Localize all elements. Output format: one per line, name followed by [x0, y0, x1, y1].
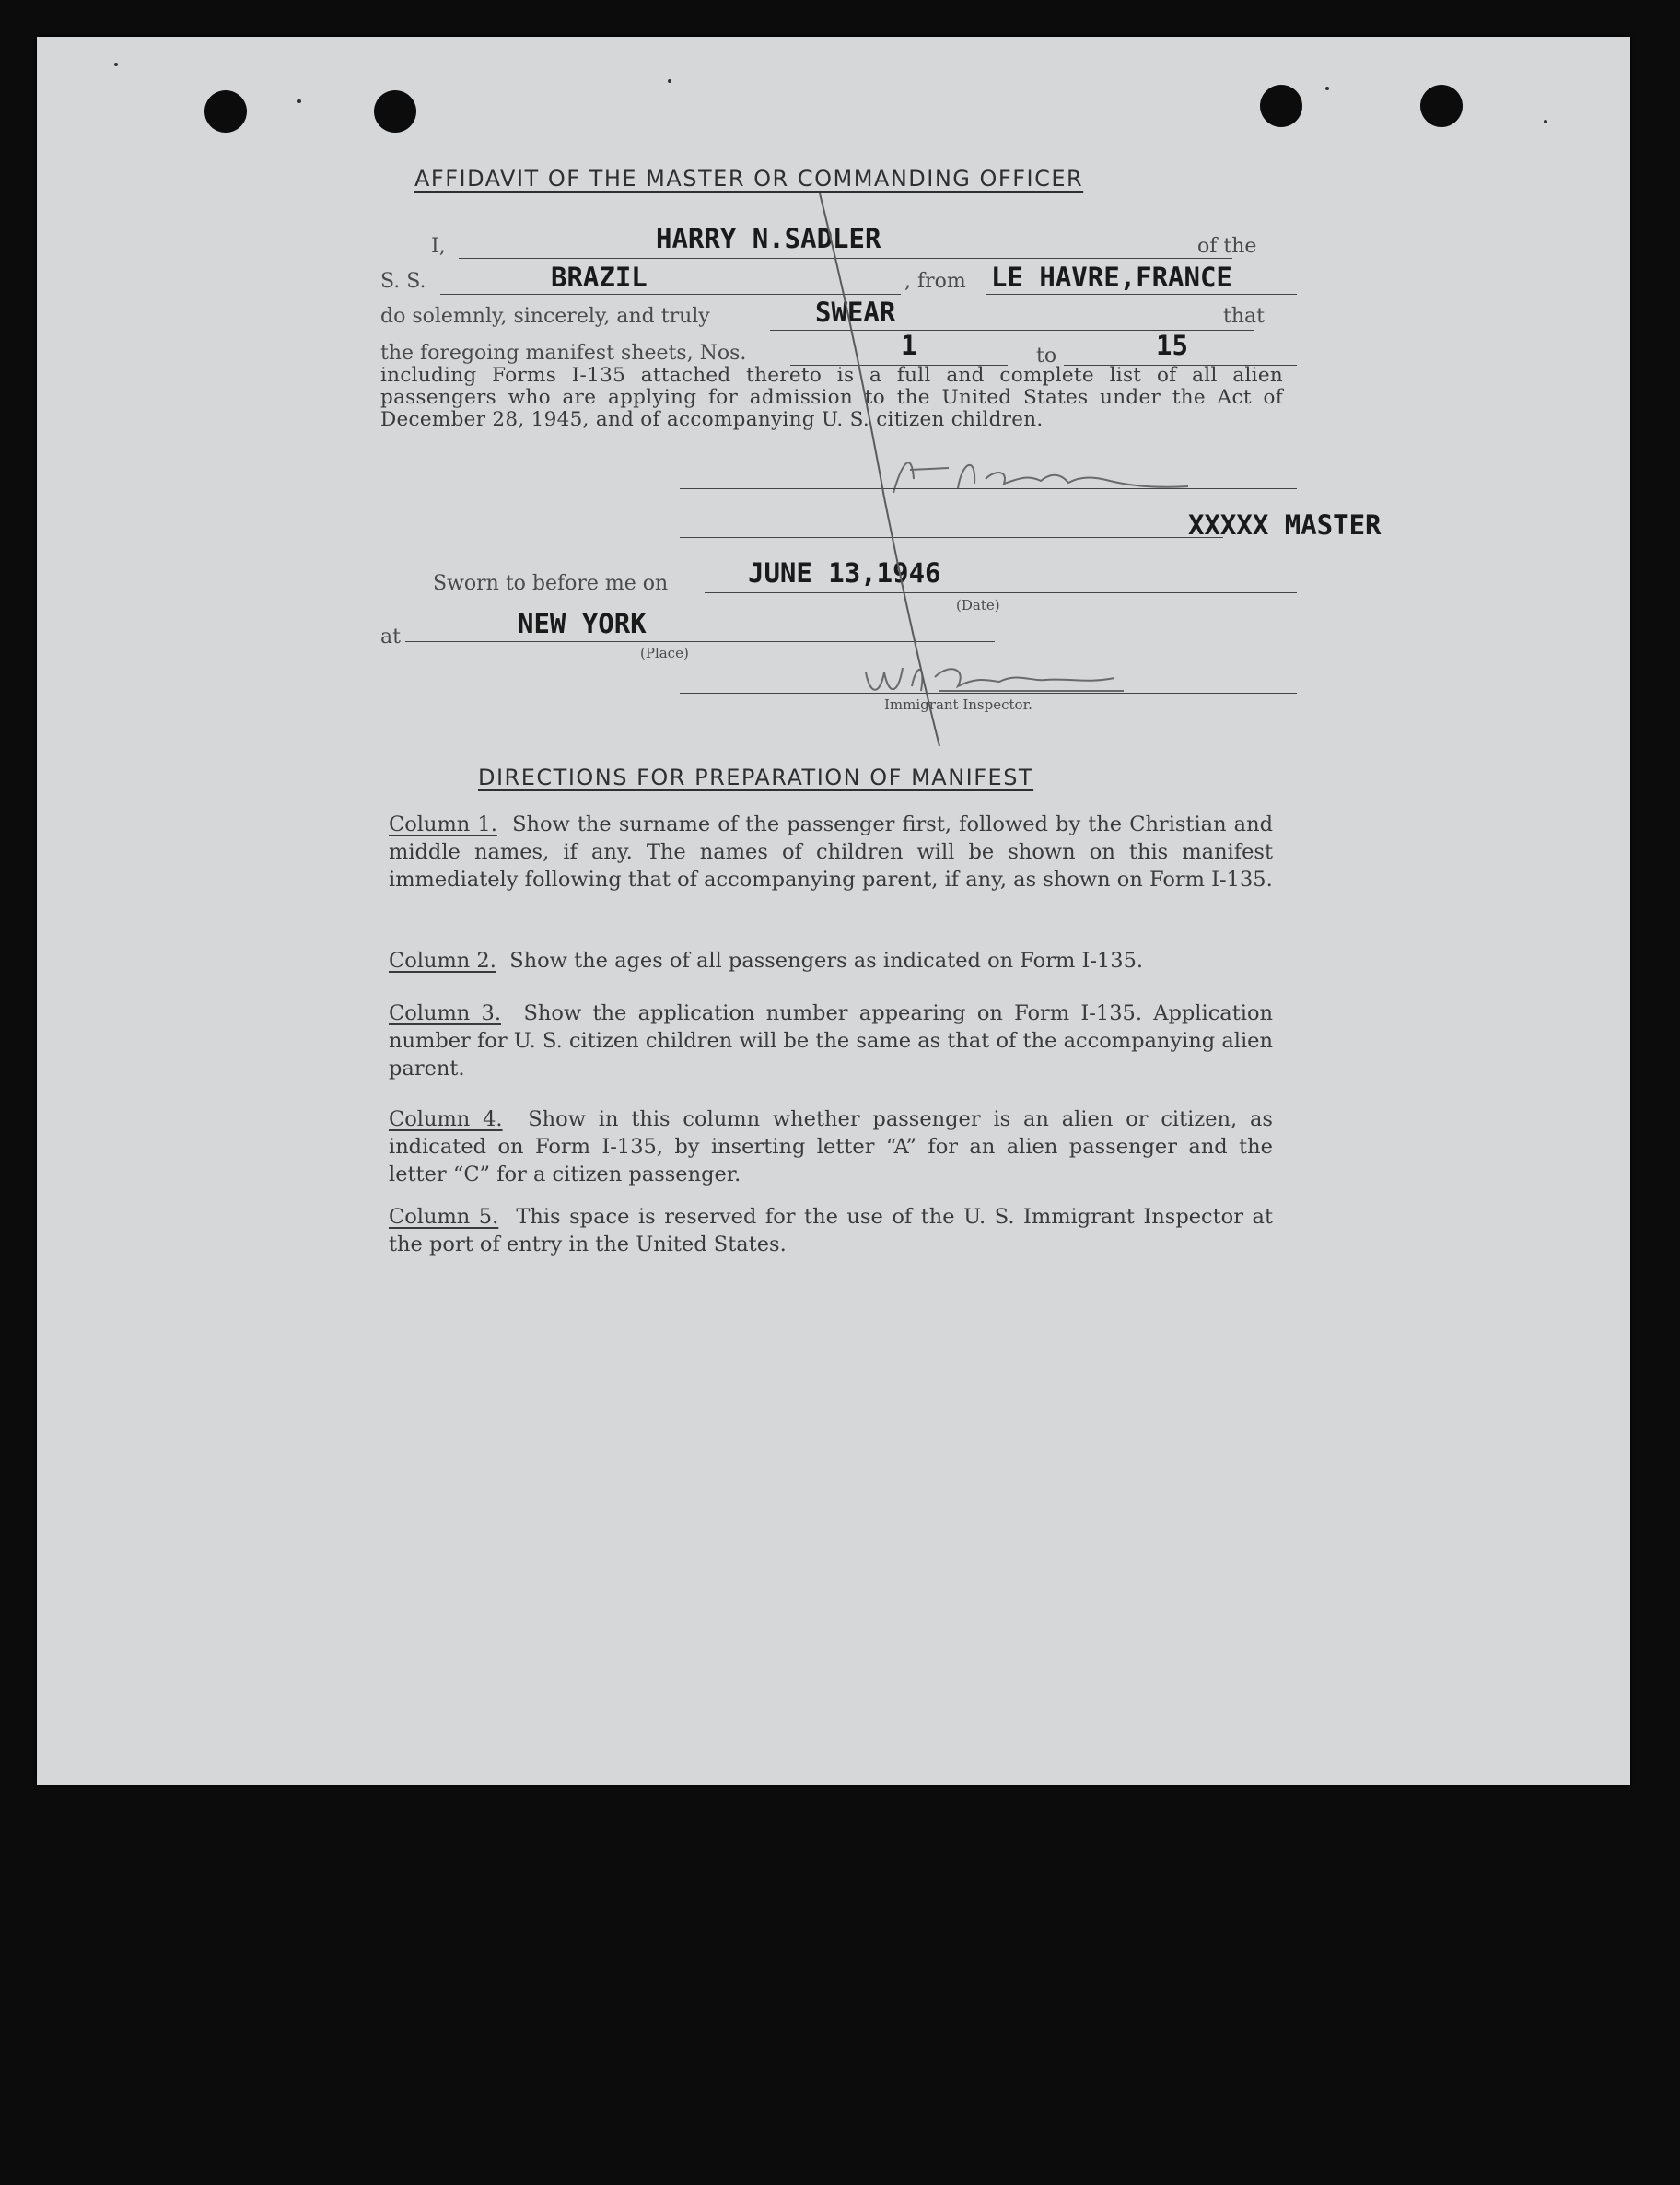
affidavit-body-text: including Forms I-135 attached thereto is a full and complete list of all alien passengers who are applying for admission to the United States under the Act of December 28, 1945, and of accompanying U. S. citizen children. [380, 364, 1283, 431]
date-line [705, 592, 1297, 593]
pen-stroke-mark [811, 193, 976, 755]
sheet-to-field: 15 [1156, 330, 1188, 361]
oath-field: SWEAR [815, 297, 896, 328]
column-1-text: Show the surname of the passenger first, followed by the Christian and middle names, if any. The names of children will be shown on this manifest immediately following that of accompanying parent, if any, as shown on Form I-135. [389, 812, 1273, 892]
column-1-paragraph [389, 811, 1273, 894]
document-page [37, 37, 1630, 1785]
from-label: , from [904, 270, 966, 293]
to-label: to [1036, 345, 1057, 368]
column-2-paragraph [389, 947, 1273, 975]
affidavit-title: AFFIDAVIT OF THE MASTER OR COMMANDING OFFICER [414, 166, 1084, 192]
punch-hole-2 [374, 90, 416, 133]
sworn-date-field: JUNE 13,1946 [748, 557, 941, 589]
master-signature-line [680, 488, 1297, 489]
sworn-label: Sworn to before me on [433, 572, 669, 595]
column-3-label: Column 3. [389, 1001, 501, 1025]
at-label: at [380, 625, 401, 648]
column-4-text: Show in this column whether passenger is an alien or citizen, as indicated on Form I-135, by inserting letter “A” for an alien passenger and the letter “C” for a citizen passenger. [389, 1107, 1273, 1186]
from-line [986, 294, 1297, 295]
directions-title: DIRECTIONS FOR PREPARATION OF MANIFEST [478, 765, 1034, 790]
dust-speck [1544, 120, 1547, 123]
dust-speck [114, 63, 118, 66]
master-title-field: XXXXX MASTER [1188, 509, 1382, 541]
column-2-text: Show the ages of all passengers as indicated on Form I-135. [509, 949, 1144, 973]
column-1-label: Column 1. [389, 812, 497, 836]
dust-speck [298, 99, 301, 103]
column-4-paragraph [389, 1105, 1273, 1188]
column-3-text: Show the application number appearing on Form I-135. Application number for U. S. citizen children will be the same as that of the accompanying alien parent. [389, 1001, 1273, 1081]
place-caption: (Place) [640, 645, 689, 661]
foregoing-label: the foregoing manifest sheets, Nos. [380, 342, 747, 365]
punch-hole-1 [204, 90, 247, 133]
column-4-label: Column 4. [389, 1107, 503, 1131]
column-5-label: Column 5. [389, 1205, 499, 1229]
dust-speck [1325, 87, 1329, 90]
ship-name-field: BRAZIL [551, 262, 648, 293]
inspector-caption: Immigrant Inspector. [884, 696, 1032, 713]
column-5-paragraph [389, 1203, 1273, 1258]
date-caption: (Date) [956, 597, 1000, 613]
place-field: NEW YORK [518, 608, 647, 639]
of-the-label: of the [1197, 235, 1257, 258]
punch-hole-4 [1420, 85, 1463, 127]
from-port-field: LE HAVRE,FRANCE [991, 262, 1232, 293]
master-name-field: HARRY N.SADLER [656, 223, 881, 254]
ss-label: S. S. [380, 270, 426, 293]
punch-hole-3 [1260, 85, 1302, 127]
sheet-from-field: 1 [901, 330, 917, 361]
column-2-label: Column 2. [389, 949, 496, 973]
dust-speck [668, 79, 671, 83]
i-label: I, [431, 235, 446, 258]
that-label: that [1223, 305, 1265, 328]
solemnly-label: do solemnly, sincerely, and truly [380, 305, 710, 328]
column-3-paragraph [389, 999, 1273, 1082]
inspector-signature-line [680, 693, 1297, 694]
column-5-text: This space is reserved for the use of the U. S. Immigrant Inspector at the port of entry in the United States. [389, 1205, 1273, 1256]
